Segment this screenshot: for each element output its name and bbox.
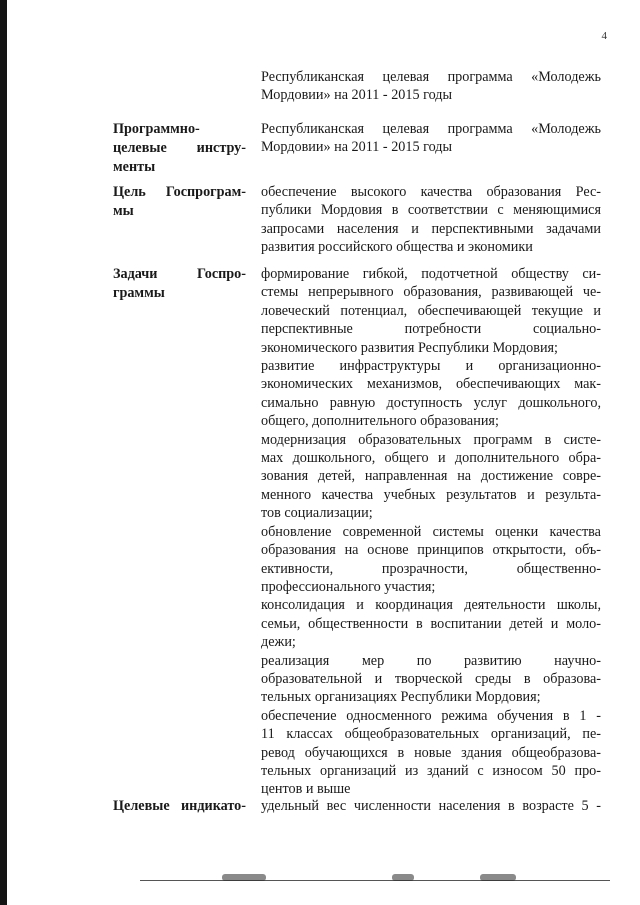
- content-line: перспективные потребности социально-: [261, 321, 601, 338]
- content-line: симально равную доступность услуг дошкольного,: [261, 394, 601, 411]
- content-line: профессионального участия;: [261, 578, 436, 595]
- footer-divider: [140, 880, 610, 881]
- row-content: [261, 265, 601, 799]
- content-line: семьи, общественности в воспитании детей и моло-: [261, 615, 601, 632]
- label-line: Программно-: [113, 121, 200, 137]
- content-line: запросами населения и перспективными задачами: [261, 220, 601, 237]
- content-line: тов социализации;: [261, 505, 373, 522]
- intro-line: Мордовии» на 2011 - 2015 годы: [261, 87, 453, 103]
- content-line: ловеческий потенциал, обеспечивающей текущие и: [261, 302, 601, 319]
- content-line: ективности, прозрачности, общественно-: [261, 560, 601, 577]
- content-line: дежи;: [261, 634, 296, 651]
- row-content: [261, 797, 601, 815]
- content-line: удельный вес численности населения в возрасте 5 -: [261, 798, 601, 814]
- label-line: Цель Госпрограм-: [113, 184, 246, 200]
- scan-edge-shadow: [0, 0, 7, 905]
- label-line: мы: [113, 203, 134, 219]
- label-line: граммы: [113, 285, 165, 301]
- content-line: обновление современной системы оценки качества: [261, 523, 601, 540]
- page-number: 4: [601, 30, 607, 42]
- content-line: экономических механизмов, обеспечивающих мак-: [261, 376, 601, 393]
- content-line: ревод обучающихся в новые здания общеобразова-: [261, 744, 601, 761]
- content-line: модернизация образовательных программ в систе-: [261, 431, 601, 448]
- content-line: мах дошкольного, общего и дополнительного обра-: [261, 450, 601, 467]
- content-line: 11 классах общеобразовательных организаций, пе-: [261, 726, 601, 743]
- row-content: [261, 183, 601, 257]
- content-line: центов и выше: [261, 781, 351, 798]
- scan-smudge: [480, 874, 516, 881]
- content-line: стемы непрерывного образования, развивающей че-: [261, 284, 601, 301]
- scan-smudge: [222, 874, 266, 881]
- intro-block: [261, 68, 601, 104]
- content-line: Республиканская целевая программа «Молодежь: [261, 121, 601, 137]
- content-line: образования на основе принципов открытости, объ-: [261, 542, 601, 559]
- content-line: публики Мордовия в соответствии с меняющимися: [261, 202, 601, 219]
- content-line: развитие инфраструктуры и организационно-: [261, 358, 601, 375]
- content-line: общего, дополнительного образования;: [261, 413, 499, 430]
- content-line: Мордовии» на 2011 - 2015 годы: [261, 139, 453, 156]
- intro-line: Республиканская целевая программа «Молодежь: [261, 69, 601, 85]
- label-line: целевые инстру-: [113, 140, 246, 156]
- content-line: экономического развития Республики Мордовия;: [261, 339, 558, 356]
- content-line: реализация мер по развитию научно-: [261, 652, 601, 669]
- content-line: формирование гибкой, подотчетной обществу си-: [261, 266, 601, 282]
- content-line: менного качества учебных результатов и результа-: [261, 486, 601, 503]
- content-line: тельных организациях Республики Мордовия;: [261, 689, 541, 706]
- label-line: Целевые индикато-: [113, 798, 246, 814]
- row-label: [113, 120, 246, 177]
- scan-smudge: [392, 874, 414, 881]
- content-line: тельных организаций из зданий с износом 50 про-: [261, 762, 601, 779]
- row-label: [113, 183, 246, 221]
- content-line: зования детей, направленная на достижение совре-: [261, 468, 601, 485]
- row-content: [261, 120, 601, 157]
- content-line: развития российского общества и экономики: [261, 239, 533, 256]
- content-line: образовательной и творческой среды в образова-: [261, 670, 601, 687]
- row-label: [113, 265, 246, 303]
- content-line: обеспечение односменного режима обучения в 1 -: [261, 707, 601, 724]
- row-label: [113, 797, 246, 816]
- content-line: обеспечение высокого качества образования Рес-: [261, 184, 601, 200]
- label-line: менты: [113, 159, 156, 175]
- label-line: Задачи Гоcпро-: [113, 266, 246, 282]
- content-line: консолидация и координация деятельности школы,: [261, 597, 601, 614]
